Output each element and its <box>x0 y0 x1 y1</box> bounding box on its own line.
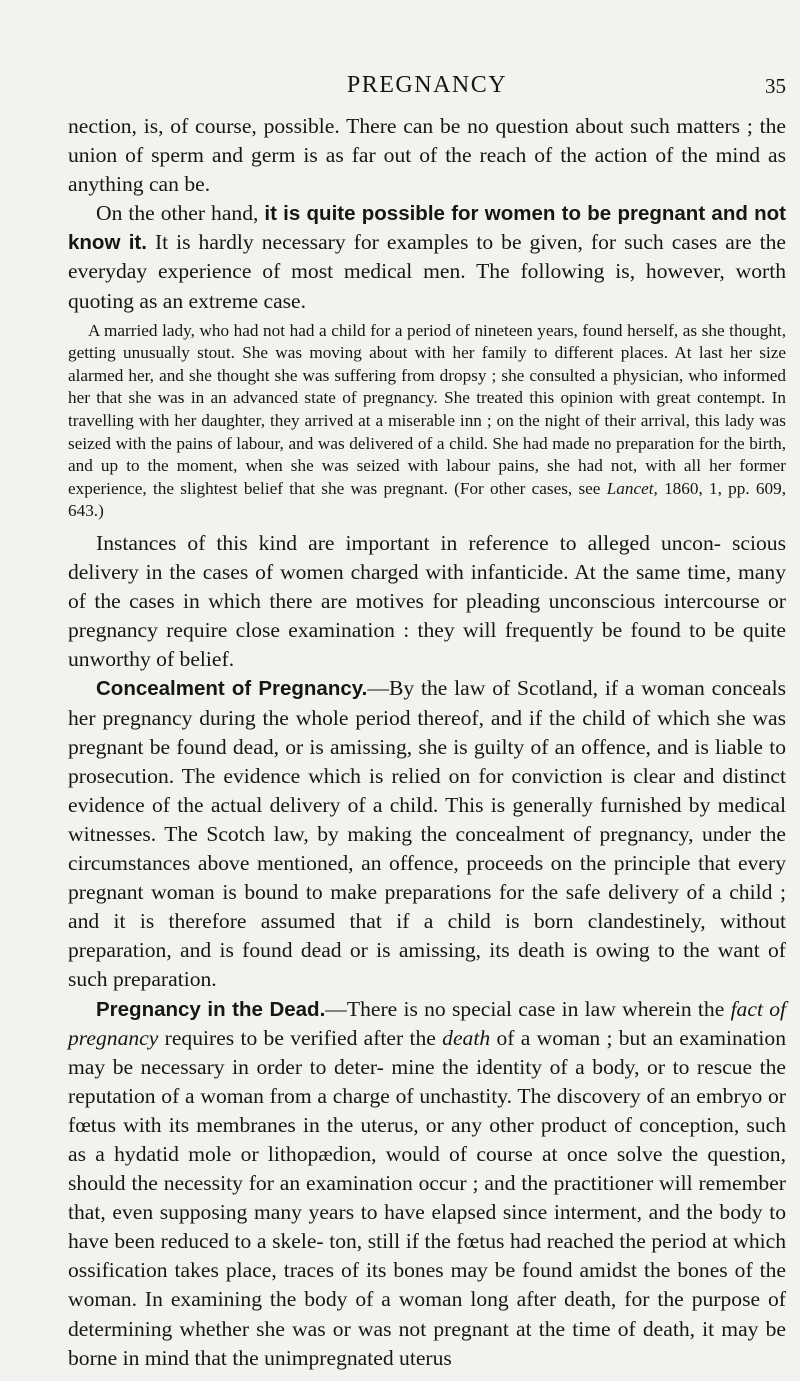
section-pregnancy-in-dead <box>68 995 786 1373</box>
paragraph-text: of a woman ; but an examination may be necessary in order to deter- mine the identity of a body, or to rescue the reputation of a woman from a charge of unchastity. The discovery of an embryo or fœtus with its membranes in the uterus, or any other product of conception, such as a hydatid mole or lithopædion, would of course at once solve the question, should the necessity for an examination occur ; and the practitioner will remember that, even supposing many years to have elapsed since interment, and the body to have been reduced to a skele- ton, still if the fœtus had reached the period at which ossification takes place, traces of its bones may be found amidst the bones of the woman. In examining the body of a woman long after death, for the purpose of determining whether she was or was not pregnant at the time of death, it may be borne in mind that the unimpregnated uterus <box>68 1025 787 1370</box>
italic-term: fact of pregnancy <box>68 996 786 1050</box>
paragraph-continuation <box>68 112 786 199</box>
bold-statement: it is quite possible for women to be pregnant and not know it. <box>68 202 786 255</box>
citation-reference: 1860, 1, pp. 609, 643.) <box>68 478 787 521</box>
section-concealment <box>68 674 786 994</box>
paragraph-text: It is hardly necessary for examples to be given, for such cases are the everyday experience of most medical men. The following is, however, worth quoting as an extreme case. <box>68 230 787 313</box>
paragraph-text: On the other hand, <box>96 201 259 226</box>
case-quotation <box>68 320 786 523</box>
section-heading: Concealment of Pregnancy. <box>96 677 368 701</box>
section-heading: Pregnancy in the Dead. <box>96 997 326 1021</box>
quotation-text: A married lady, who had not had a child for a period of nineteen years, found herself, as she thought, getting unusually stout. She was moving about with her family to different places. At last her size alarmed her, and she thought she was suffering from dropsy ; she consulted a physician, who informed her that she was in an advanced state of pregnancy. She treated this opinion with great contempt. In travelling with her daughter, they arrived at a miserable inn ; on the night of their arrival, this lady was seized with the pains of labour, and was delivered of a child. She had made no preparation for the birth, and up to the moment, when she was seized with labour pains, she had not, with all her former experience, the slightest belief that she was pregnant. (For other cases, see <box>68 320 786 498</box>
paragraph-text: requires to be verified after the <box>164 1025 436 1050</box>
paragraph-text: —By the law of Scotland, if a woman conceals her pregnancy during the whole period thereof, and if the child of which she was pregnant be found dead, or is amissing, she is guilty of an offence, and is liable to prosecution. The evidence which is relied on for conviction is clear and distinct evidence of the actual delivery of a child. This is generally furnished by medical witnesses. The Scotch law, by making the concealment of pregnancy, under the circumstances above mentioned, an offence, proceeds on the principle that every pregnant woman is bound to make preparations for the safe delivery of a child ; and it is therefore assumed that if a child is born clandestinely, without preparation, and is found dead or is amissing, its death is owing to the want of such preparation. <box>68 676 787 992</box>
paragraph-text: Instances of this kind are important in reference to alleged uncon- scious delivery in the cases of women charged with infanticide. At the same time, many of the cases in which there are motives for pleading unconscious intercourse or pregnancy require close examination : they will frequently be found to be quite unworthy of belief. <box>68 531 786 672</box>
paragraph-unknowing-pregnancy <box>68 199 786 315</box>
citation-journal: Lancet, <box>606 478 658 498</box>
italic-term: death <box>442 1025 491 1050</box>
paragraph-text: —There is no special case in law wherein the <box>325 996 725 1021</box>
body-text <box>68 112 786 1373</box>
running-title: PREGNANCY <box>346 72 508 98</box>
paragraph-text: nection, is, of course, possible. There can be no question about such matters ; the union of sperm and germ is as far out of the reach of the action of the mind as anything can be. <box>68 114 786 197</box>
page-number: 35 <box>765 74 786 98</box>
page-header <box>68 72 786 102</box>
paragraph-infanticide <box>68 529 786 674</box>
